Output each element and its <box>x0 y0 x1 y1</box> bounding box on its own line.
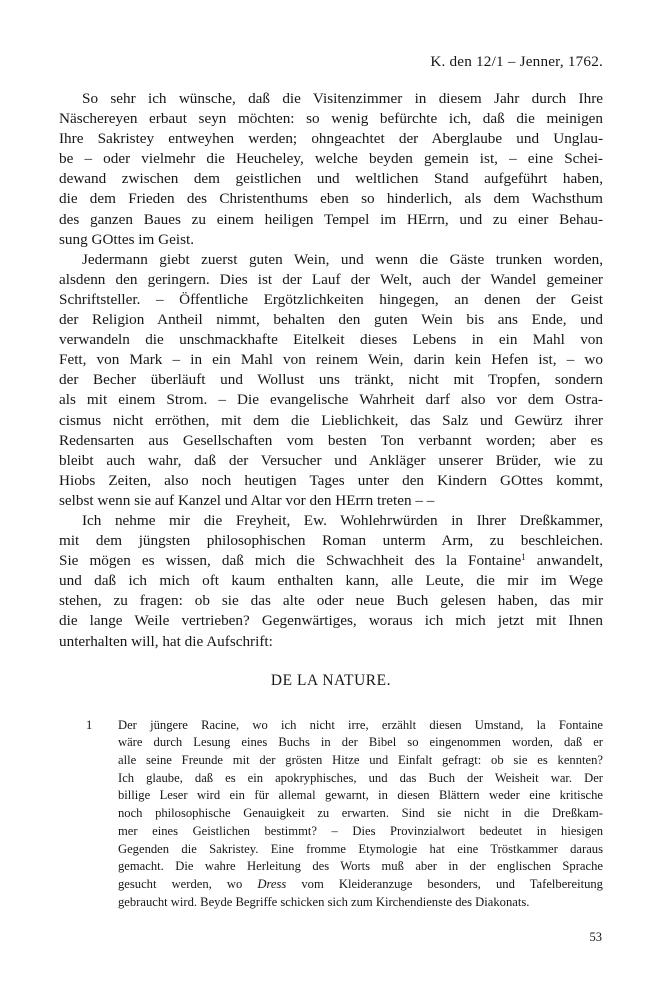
text-segment: und daß ich mich oft kaum enthalten kann, alle Leute, die mir im Wege <box>59 572 603 590</box>
text-segment: alsdenn den geringern. Dies ist der Lauf der Welt, auch der Wandel gemeiner <box>59 270 603 288</box>
text-segment: cismus nicht erröthen, mit dem die Lieblichkeit, das Salz und Gewürz ihrer <box>59 411 603 429</box>
text-line <box>59 370 603 390</box>
text-line <box>59 230 603 250</box>
footnote-reference: 1 <box>521 552 526 563</box>
text-line <box>59 411 603 431</box>
text-segment: Näschereyen erbaut seyn möchten: so wenig befürchte ich, daß die meinigen <box>59 110 603 128</box>
text-segment: stehen, zu fragen: ob sie das alte oder neue Buch gelesen haben, das mir <box>59 592 603 610</box>
text-line <box>59 270 603 290</box>
text-segment: Ich nehme mir die Freyheit, Ew. Wohlehrwürden in Ihrer Dreßkammer, <box>82 511 603 529</box>
text-segment: Gegenden die Sakristey. Eine fromme Etymologie hat eine Tröstkammer daraus <box>118 841 603 856</box>
text-line <box>118 770 603 788</box>
text-segment: Sie mögen es wissen, daß mich die Schwachheit des la Fontaine <box>59 552 522 570</box>
paragraph <box>59 511 603 652</box>
text-segment: Schriftsteller. – Öffentliche Ergötzlichkeiten hingegen, an denen der Geist <box>59 290 603 308</box>
text-line <box>118 858 603 876</box>
text-line <box>118 734 603 752</box>
text-line <box>59 330 603 350</box>
text-line <box>59 290 603 310</box>
text-line <box>59 390 603 410</box>
text-line <box>118 717 603 735</box>
text-segment: bleibt auch wahr, daß der Versucher und Ankläger unserer Brüder, wie zu <box>59 451 603 469</box>
text-line <box>118 805 603 823</box>
text-line <box>59 169 603 189</box>
text-segment: Der jüngere Racine, wo ich nicht irre, erzählt diesen Umstand, la Fontaine <box>118 717 603 732</box>
text-line <box>59 611 603 631</box>
text-line <box>59 431 603 451</box>
text-segment: Hiobs Zeiten, also noch heutigen Tages unter den Kindern GOttes kommt, <box>59 471 603 489</box>
text-line <box>118 752 603 770</box>
text-line <box>59 109 603 129</box>
text-line <box>59 491 603 511</box>
text-line <box>59 129 603 149</box>
text-segment: gesucht werden, wo <box>118 876 258 891</box>
text-line <box>59 471 603 491</box>
text-line <box>59 571 603 591</box>
text-segment: Jedermann giebt zuerst guten Wein, und wenn die Gäste trunken worden, <box>82 250 603 268</box>
text-line <box>59 632 603 652</box>
text-segment: alle seine Freunde mit der grösten Hitze und Einfalt gefragt: ob sie es kennten? <box>118 753 603 768</box>
footnote-text <box>118 717 603 912</box>
text-segment: vom Kleideranzuge besonders, und Tafelbereitung <box>286 876 603 891</box>
text-segment: des ganzen Baues zu einem heiligen Tempel im HErrn, und zu einer Behau- <box>59 210 603 228</box>
text-line <box>118 841 603 859</box>
letter-body <box>59 89 603 652</box>
paragraph <box>59 250 603 511</box>
book-page <box>59 0 603 945</box>
text-segment: gemacht. Die wahre Herleitung des Worts muß aber in der englischen Sprache <box>118 859 603 874</box>
emphasized-word: Dress <box>257 876 287 891</box>
text-segment: So sehr ich wünsche, daß die Visitenzimmer in diesem Jahr durch Ihre <box>82 90 603 107</box>
text-line <box>118 876 603 894</box>
dateline: K. den 12/1 – Jenner, 1762. <box>430 53 603 70</box>
text-segment: anwandelt, <box>525 552 603 570</box>
text-line <box>59 551 603 571</box>
text-segment: wäre durch Lesung eines Buchs in der Bibel so eingenommen worden, daß er <box>118 735 603 750</box>
text-segment: die lange Weile vertrieben? Gegenwärtiges, woraus ich mich jetzt mit Ihnen <box>59 612 603 630</box>
text-segment: noch philosophische Genauigkeit zu erwarten. Sind sie nicht in die Dreßkam- <box>118 806 603 821</box>
text-line <box>59 350 603 370</box>
text-segment: Redensarten aus Gesellschaften vom besten Ton verbannt worden; aber es <box>59 431 603 449</box>
text-line <box>118 787 603 805</box>
text-segment: be – oder vielmehr die Heucheley, welche beyden gemein ist, – eine Schei- <box>59 150 603 168</box>
text-segment: die dem Frieden des Christenthums eben so hinderlich, als dem Wachsthum <box>59 190 603 208</box>
text-segment: mit dem jüngsten philosophischen Roman unterm Arm, zu beschleichen. <box>59 532 603 550</box>
text-segment: der Becher überläuft und Wollust uns tränkt, nicht mit Tropfen, sondern <box>59 371 603 389</box>
text-segment: Fett, von Mark – in ein Mahl von reinem Wein, darin kein Hefen ist, – wo <box>59 351 603 369</box>
footnote-marker: 1 <box>86 717 93 732</box>
text-line <box>118 823 603 841</box>
text-line <box>59 310 603 330</box>
text-line <box>59 451 603 471</box>
text-segment: sung GOttes im Geist. <box>59 230 194 248</box>
text-line <box>59 189 603 209</box>
paragraph <box>59 89 603 250</box>
text-segment: gebraucht wird. Beyde Begriffe schicken sich zum Kirchendienste des Diakonats. <box>118 894 530 909</box>
text-segment: verwandeln die unschmackhafte Eitelkeit dieses Lebens in ein Mahl von <box>59 331 603 349</box>
text-line <box>59 89 603 109</box>
text-segment: dewand zwischen dem geistlichen und weltlichen Stand aufgeführt haben, <box>59 170 603 188</box>
text-line <box>59 210 603 230</box>
text-line <box>59 511 603 531</box>
text-segment: selbst wenn sie auf Kanzel und Altar vor den HErrn treten – – <box>59 491 435 509</box>
section-title: DE LA NATURE. <box>270 671 392 689</box>
text-segment: mer eines Geistlichen bestimmt? – Dies Provinzialwort bedeutet in hiesigen <box>118 823 603 838</box>
text-segment: als mit einem Strom. – Die evangelische Wahrheit darf also vor dem Ostra- <box>59 391 603 409</box>
text-line <box>118 894 603 912</box>
page-number: 53 <box>589 930 602 945</box>
text-line <box>59 149 603 169</box>
text-segment: billige Leser wird ein für allemal gewarnt, in diesen Blättern weder eine kritische <box>118 788 603 803</box>
text-segment: der Religion Antheil nimmt, behalten den guten Wein bis ans Ende, und <box>59 311 603 329</box>
text-line <box>59 531 603 551</box>
text-segment: unterhalten will, hat die Aufschrift: <box>59 632 273 650</box>
text-line <box>59 250 603 270</box>
text-segment: Ich glaube, daß es ein apokryphisches, und das Buch der Weisheit war. Der <box>118 770 603 785</box>
text-line <box>59 591 603 611</box>
text-segment: Ihre Sakristey entweyhen werden; ohngeachtet der Aberglaube und Unglau- <box>59 130 603 148</box>
footnote <box>59 717 603 912</box>
